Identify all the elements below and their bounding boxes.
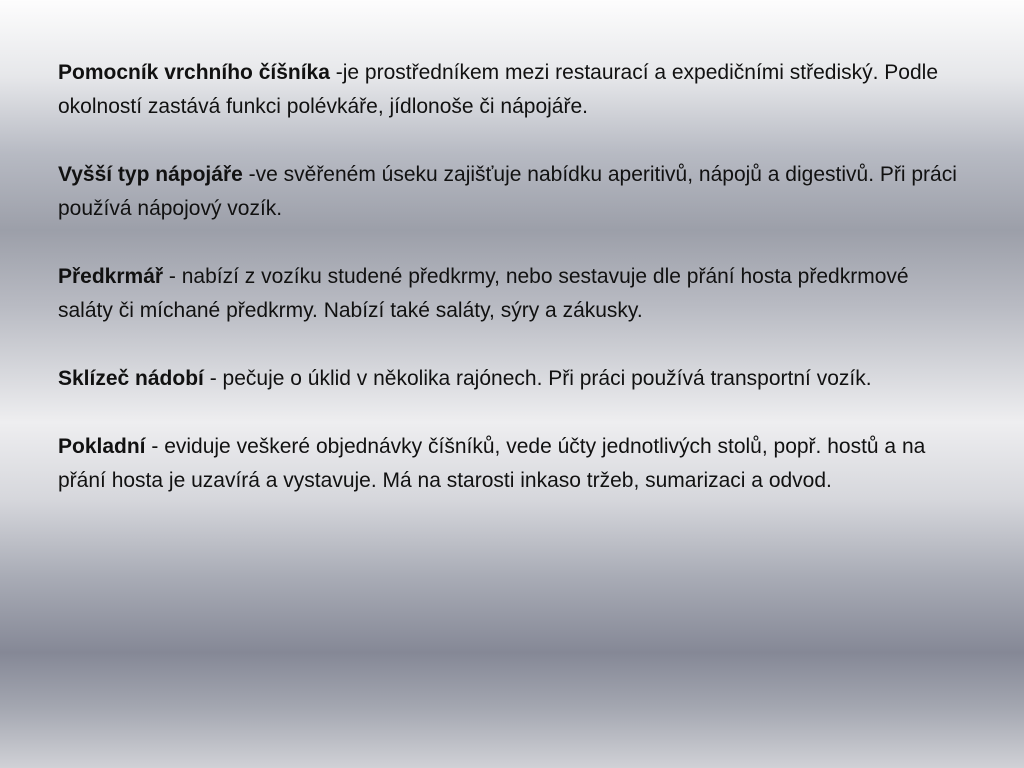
paragraph-napojar	[58, 158, 968, 226]
term-pokladni: Pokladní	[58, 435, 146, 458]
paragraph-pokladni	[58, 430, 968, 498]
term-sklizec: Sklízeč nádobí	[58, 367, 204, 390]
paragraph-predkrmar	[58, 260, 968, 328]
description-pokladni: - eviduje veškeré objednávky číšníků, vede účty jednotlivých stolů, popř. hostů a na přání hosta je uzavírá a vystavuje. Má na starosti inkaso tržeb, sumarizaci a odvod.	[58, 435, 926, 492]
paragraph-sklizec	[58, 362, 968, 396]
description-pomocnik: -je prostředníkem mezi restaurací a expedičními střediský. Podle okolností zastává funkci polévkáře, jídlonoše či nápojáře.	[58, 61, 938, 118]
description-napojar: -ve svěřeném úseku zajišťuje nabídku aperitivů, nápojů a digestivů. Při práci používá nápojový vozík.	[58, 163, 957, 220]
slide-content	[58, 56, 968, 532]
description-sklizec: - pečuje o úklid v několika rajónech. Při práci používá transportní vozík.	[203, 367, 872, 390]
description-predkrmar: - nabízí z vozíku studené předkrmy, nebo sestavuje dle přání hosta předkrmové saláty či míchané předkrmy. Nabízí také saláty, sýry a zákusky.	[58, 265, 909, 322]
term-pomocnik: Pomocník vrchního číšníka	[58, 61, 330, 84]
term-napojar: Vyšší typ nápojáře	[58, 163, 243, 186]
term-predkrmar: Předkrmář	[58, 265, 164, 288]
paragraph-pomocnik	[58, 56, 968, 124]
